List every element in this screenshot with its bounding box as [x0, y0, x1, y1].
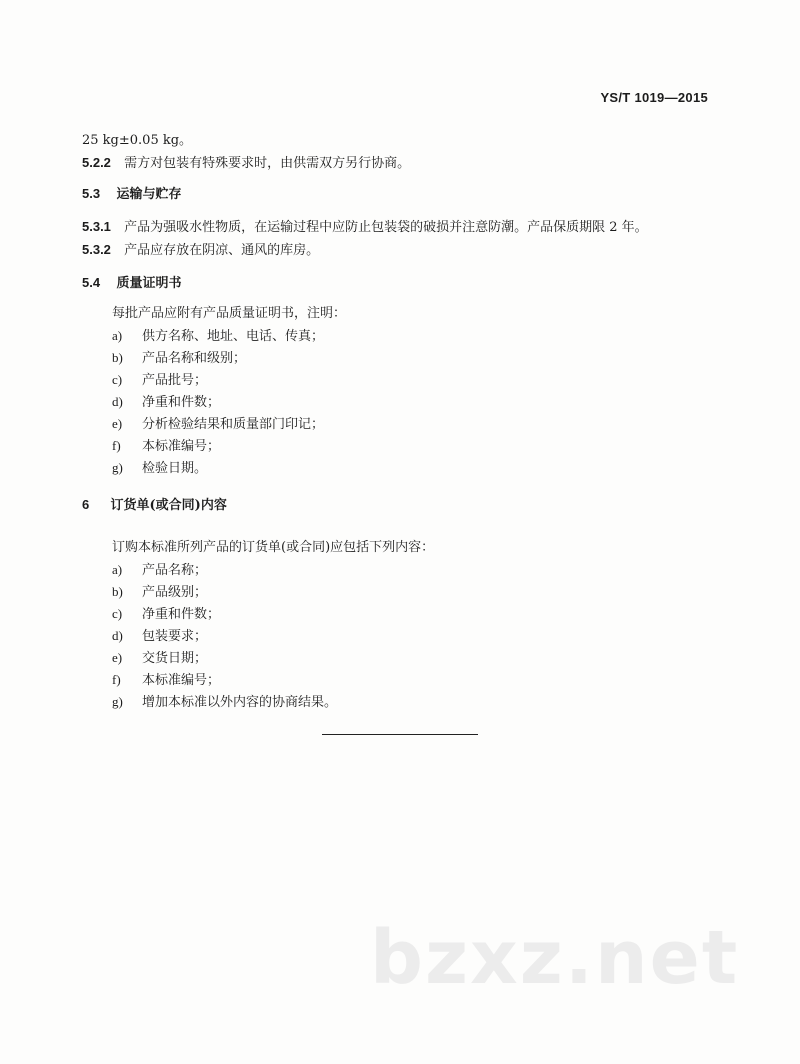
list-text: 本标准编号； [142, 439, 221, 454]
list-marker: g) [112, 694, 123, 709]
weight-line: 25 kg±0.05 kg。 [82, 133, 193, 148]
section-5-3-heading [82, 185, 182, 204]
watermark: bzxz.net [370, 915, 740, 1001]
clause-number: 5.3.2 [82, 242, 111, 257]
list-text: 产品名称； [142, 563, 208, 578]
list-text: 分析检验结果和质量部门印记； [142, 417, 325, 432]
list-item [112, 327, 324, 346]
section-number: 5.4 [82, 275, 101, 290]
list-item [112, 415, 324, 434]
list-item [112, 371, 207, 390]
clause-5-3-2 [82, 241, 319, 260]
section-title: 订货单(或合同)内容 [110, 498, 227, 513]
list-text: 检验日期。 [142, 461, 208, 476]
list-marker: b) [112, 584, 123, 599]
list-marker: e) [112, 650, 123, 665]
list-text: 净重和件数； [142, 395, 221, 410]
list-item [112, 671, 220, 690]
list-marker: d) [112, 628, 123, 643]
section-6-heading [82, 496, 227, 515]
list-item [112, 605, 220, 624]
section-5-4-intro: 每批产品应附有产品质量证明书，注明： [112, 306, 347, 321]
section-6-intro: 订购本标准所列产品的订货单(或合同)应包括下列内容： [112, 540, 435, 555]
list-text: 产品级别； [142, 585, 208, 600]
list-marker: c) [112, 606, 123, 621]
list-text: 产品名称和级别； [142, 351, 247, 366]
clause-text: 需方对包装有特殊要求时，由供需双方另行协商。 [124, 156, 411, 171]
list-item [112, 649, 207, 668]
clause-text: 产品为强吸水性物质，在运输过程中应防止包装袋的破损并注意防潮。产品保质期限 2 年。 [124, 220, 648, 235]
section-number: 5.3 [82, 186, 101, 201]
list-text: 增加本标准以外内容的协商结果。 [142, 695, 338, 710]
list-item [112, 561, 207, 580]
list-marker: a) [112, 328, 123, 343]
clause-5-2-2 [82, 154, 410, 173]
list-text: 本标准编号； [142, 673, 221, 688]
clause-number: 5.3.1 [82, 219, 111, 234]
section-title: 运输与贮存 [116, 187, 182, 202]
section-title: 质量证明书 [116, 276, 182, 291]
list-marker: e) [112, 416, 123, 431]
list-marker: f) [112, 438, 121, 453]
list-item [112, 393, 220, 412]
clause-number: 5.2.2 [82, 155, 111, 170]
list-item [112, 437, 220, 456]
list-marker: b) [112, 350, 123, 365]
end-rule [322, 734, 478, 735]
list-item [112, 693, 337, 712]
list-marker: c) [112, 372, 123, 387]
list-item [112, 583, 207, 602]
section-number: 6 [82, 497, 90, 512]
list-text: 供方名称、地址、电话、传真； [142, 329, 325, 344]
list-text: 包装要求； [142, 629, 208, 644]
clause-text: 产品应存放在阴凉、通风的库房。 [124, 243, 320, 258]
list-item [112, 459, 207, 478]
list-marker: d) [112, 394, 123, 409]
section-5-4-heading [82, 274, 182, 293]
clause-5-3-1 [82, 218, 648, 237]
list-marker: a) [112, 562, 123, 577]
list-text: 交货日期； [142, 651, 208, 666]
list-text: 产品批号； [142, 373, 208, 388]
list-item [112, 349, 246, 368]
list-marker: g) [112, 460, 123, 475]
list-text: 净重和件数； [142, 607, 221, 622]
standard-number: YS/T 1019—2015 [600, 90, 708, 105]
list-marker: f) [112, 672, 121, 687]
list-item [112, 627, 207, 646]
